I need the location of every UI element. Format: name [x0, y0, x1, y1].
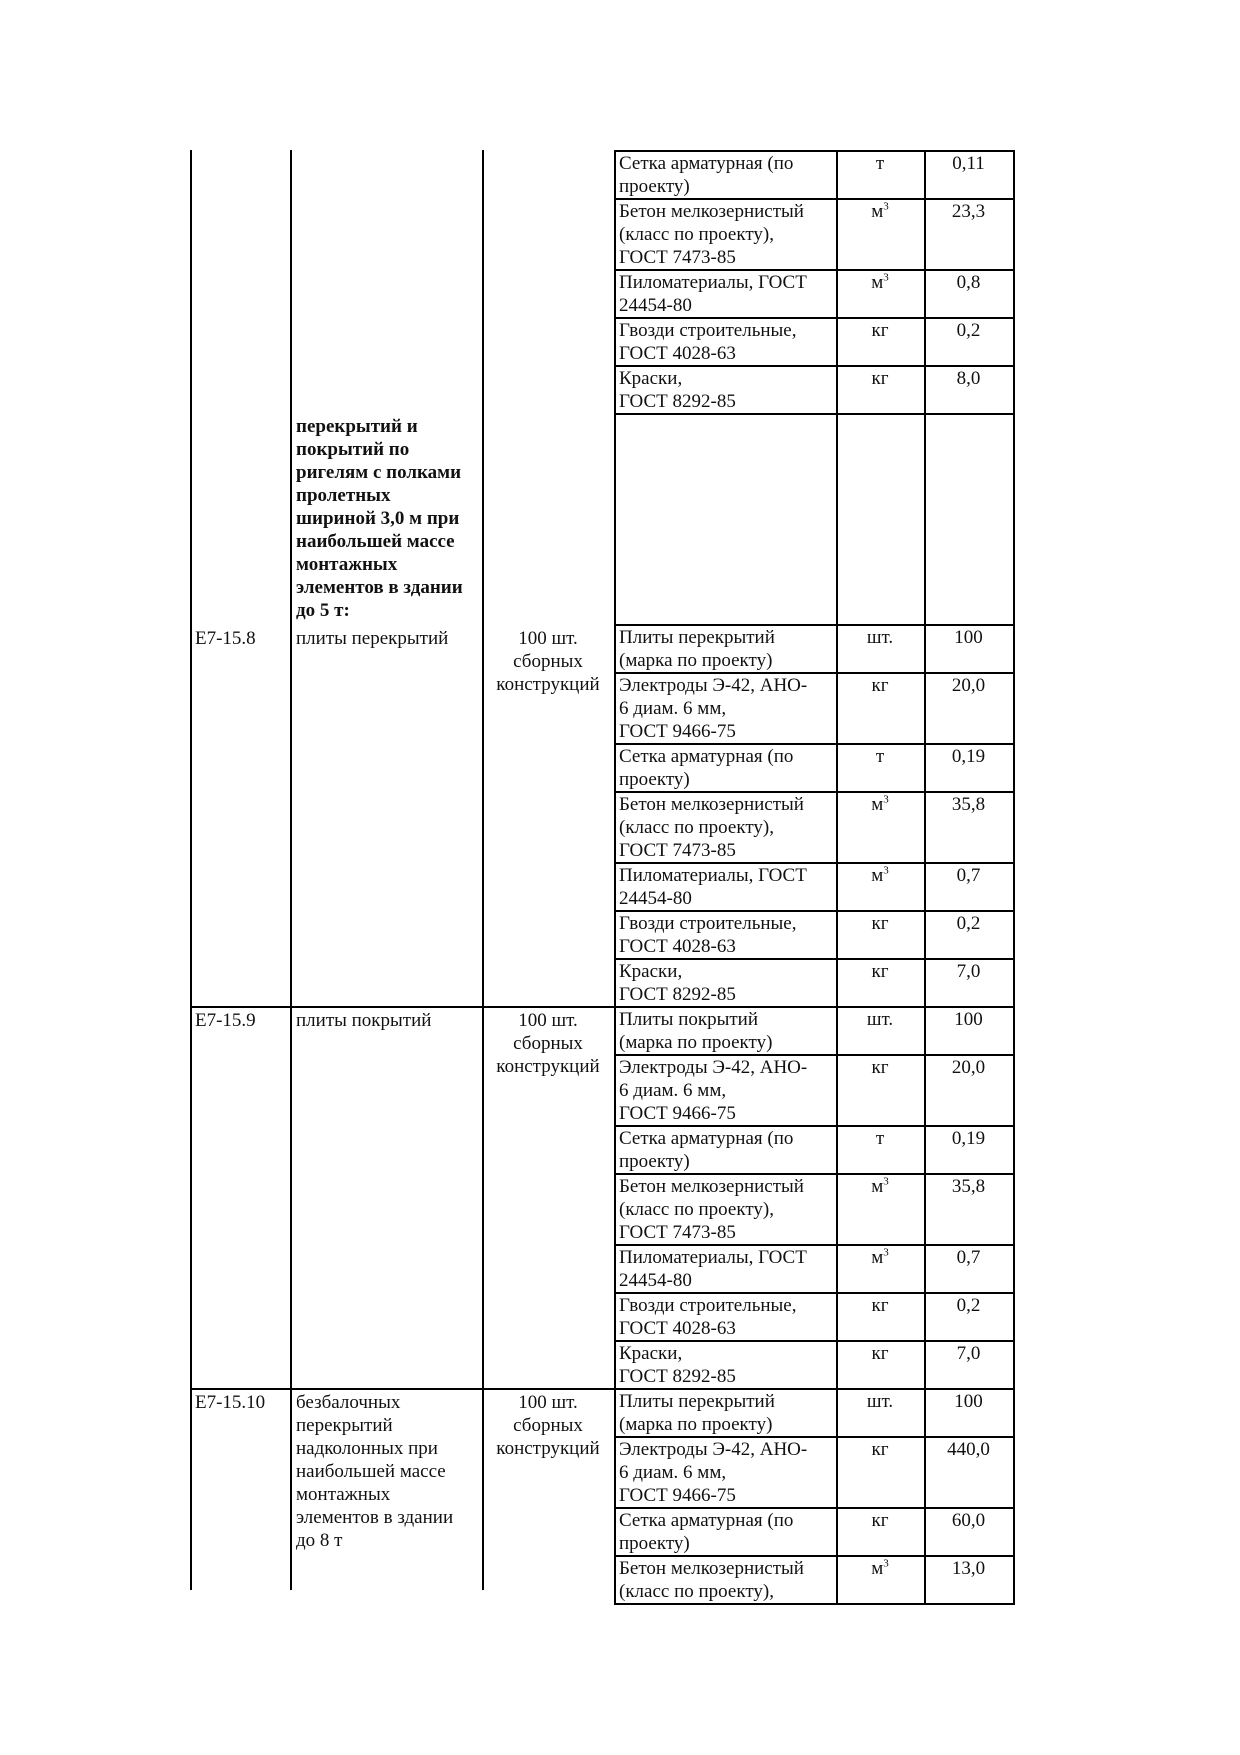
resource-name-line: Гвозди строительные,: [619, 1295, 797, 1316]
resource-unit: т: [875, 746, 885, 767]
work-title-line: безбалочных: [296, 1392, 401, 1413]
column-divider-resource: [614, 150, 616, 1605]
resource-name-line: 24454-80: [619, 295, 692, 316]
resource-name-line: (марка по проекту): [619, 1414, 773, 1435]
resource-quantity: 100: [954, 1391, 983, 1412]
resource-unit: $м^3$: [871, 1246, 889, 1268]
resource-quantity: 7,0: [956, 961, 981, 982]
resource-unit: шт.: [866, 1391, 894, 1412]
section-heading-line: ригелям с полками: [296, 462, 462, 483]
resource-name-line: Гвозди строительные,: [619, 913, 797, 934]
resource-name-line: Сетка арматурная (по: [619, 153, 794, 174]
resource-unit: $м^3$: [871, 1557, 889, 1579]
column-divider-title: [482, 150, 484, 1590]
work-title-line: наибольшей массе: [296, 1461, 446, 1482]
resource-name-line: 6 диам. 6 мм,: [619, 1080, 727, 1101]
resource-name-line: Пиломатериалы, ГОСТ: [619, 865, 807, 886]
resource-name-line: Бетон мелкозернистый: [619, 1176, 804, 1197]
resource-name-line: 6 диам. 6 мм,: [619, 698, 727, 719]
resource-name-line: Плиты перекрытий: [619, 1391, 775, 1412]
resource-name-line: ГОСТ 4028-63: [619, 1318, 736, 1339]
resource-name-line: (класс по проекту),: [619, 224, 774, 245]
resource-name-line: Гвозди строительные,: [619, 320, 797, 341]
column-divider-unit: [836, 150, 838, 1605]
resource-quantity: 0,7: [956, 1247, 981, 1268]
resource-name-line: 24454-80: [619, 1270, 692, 1291]
resource-quantity: 0,11: [952, 153, 985, 174]
section-heading-line: монтажных: [296, 554, 398, 575]
unit-superscript: 3: [883, 1246, 889, 1259]
column-divider-quantity: [924, 150, 926, 1605]
row-border: [614, 1603, 1013, 1605]
resource-unit: шт.: [866, 627, 894, 648]
resource-quantity: 23,3: [951, 201, 986, 222]
resource-unit: кг: [871, 1510, 889, 1531]
measure-unit-line: конструкций: [496, 1056, 600, 1077]
work-title-line: монтажных: [296, 1484, 391, 1505]
rate-code: Е7-15.9: [195, 1010, 256, 1031]
resource-quantity: 35,8: [951, 794, 986, 815]
resource-name-line: Электроды Э-42, АНО-: [619, 675, 808, 696]
resource-unit: кг: [871, 320, 889, 341]
resource-quantity: 440,0: [947, 1439, 990, 1460]
measure-unit-line: сборных: [513, 1033, 583, 1054]
resource-name-line: Краски,: [619, 368, 683, 389]
measure-unit-line: 100 шт.: [518, 628, 578, 649]
resource-name-line: ГОСТ 8292-85: [619, 391, 736, 412]
work-title: плиты покрытий: [296, 1010, 432, 1031]
measure-unit-line: 100 шт.: [518, 1392, 578, 1413]
resource-name-line: Краски,: [619, 1343, 683, 1364]
resource-name-line: ГОСТ 7473-85: [619, 247, 736, 268]
resource-unit: кг: [871, 1343, 889, 1364]
resource-unit: $м^3$: [871, 200, 889, 222]
resource-name-line: Бетон мелкозернистый: [619, 201, 804, 222]
resource-quantity: 0,19: [951, 1128, 986, 1149]
resource-name-line: Бетон мелкозернистый: [619, 1558, 804, 1579]
resource-unit: $м^3$: [871, 1175, 889, 1197]
resource-quantity: 7,0: [956, 1343, 981, 1364]
unit-superscript: 3: [883, 1557, 889, 1570]
unit-superscript: 3: [883, 1175, 889, 1188]
resource-unit: кг: [871, 1295, 889, 1316]
resource-quantity: 100: [954, 1009, 983, 1030]
resource-quantity: 0,7: [956, 865, 981, 886]
section-heading-line: покрытий по: [296, 439, 410, 460]
resource-quantity: 13,0: [951, 1558, 986, 1579]
measure-unit-line: конструкций: [496, 674, 600, 695]
table-border-left: [190, 150, 192, 1590]
resource-name-line: проекту): [619, 176, 690, 197]
resource-unit: т: [875, 1128, 885, 1149]
resource-unit: т: [875, 153, 885, 174]
unit-superscript: 3: [883, 200, 889, 213]
resource-name-line: ГОСТ 7473-85: [619, 840, 736, 861]
resource-name-line: 6 диам. 6 мм,: [619, 1462, 727, 1483]
table-border-right: [1013, 150, 1015, 1605]
resource-quantity: 0,2: [956, 913, 981, 934]
resource-unit: кг: [871, 368, 889, 389]
resource-name-line: проекту): [619, 1151, 690, 1172]
resource-quantity: 35,8: [951, 1176, 986, 1197]
unit-superscript: 3: [883, 271, 889, 284]
resource-name-line: Пиломатериалы, ГОСТ: [619, 1247, 807, 1268]
resource-unit: $м^3$: [871, 793, 889, 815]
resource-name-line: 24454-80: [619, 888, 692, 909]
section-border: [190, 1388, 614, 1390]
work-title-line: надколонных при: [296, 1438, 438, 1459]
section-heading-line: до 5 т:: [296, 600, 350, 621]
row-border: [614, 413, 1013, 415]
resource-unit: кг: [871, 675, 889, 696]
resource-quantity: 0,19: [951, 746, 986, 767]
section-heading-line: шириной 3,0 м при: [296, 508, 460, 529]
measure-unit-line: конструкций: [496, 1438, 600, 1459]
resource-unit: кг: [871, 1057, 889, 1078]
work-title: плиты перекрытий: [296, 628, 449, 649]
resource-unit: $м^3$: [871, 271, 889, 293]
resource-quantity: 8,0: [956, 368, 981, 389]
resource-name-line: Бетон мелкозернистый: [619, 794, 804, 815]
section-border: [190, 1006, 614, 1008]
resource-quantity: 0,2: [956, 1295, 981, 1316]
resource-name-line: Электроды Э-42, АНО-: [619, 1057, 808, 1078]
resource-name-line: Сетка арматурная (по: [619, 746, 794, 767]
resource-unit: $м^3$: [871, 864, 889, 886]
resource-name-line: ГОСТ 4028-63: [619, 343, 736, 364]
resource-quantity: 60,0: [951, 1510, 986, 1531]
resource-name-line: ГОСТ 7473-85: [619, 1222, 736, 1243]
resource-name-line: (класс по проекту),: [619, 1581, 774, 1602]
section-heading-line: наибольшей массе: [296, 531, 455, 552]
resource-name-line: Краски,: [619, 961, 683, 982]
section-heading-line: перекрытий и: [296, 416, 418, 437]
unit-superscript: 3: [883, 793, 889, 806]
work-title-line: перекрытий: [296, 1415, 393, 1436]
resource-name-line: проекту): [619, 769, 690, 790]
resource-name-line: Сетка арматурная (по: [619, 1128, 794, 1149]
resource-name-line: (класс по проекту),: [619, 1199, 774, 1220]
resource-quantity: 100: [954, 627, 983, 648]
resource-name-line: (марка по проекту): [619, 650, 773, 671]
resource-quantity: 20,0: [951, 1057, 986, 1078]
resource-name-line: Плиты перекрытий: [619, 627, 775, 648]
resource-name-line: ГОСТ 8292-85: [619, 1366, 736, 1387]
resource-quantity: 0,8: [956, 272, 981, 293]
measure-unit-line: сборных: [513, 1415, 583, 1436]
resource-name-line: ГОСТ 8292-85: [619, 984, 736, 1005]
resource-name-line: ГОСТ 9466-75: [619, 1103, 736, 1124]
resource-name-line: ГОСТ 4028-63: [619, 936, 736, 957]
rate-code: Е7-15.10: [195, 1392, 266, 1413]
resource-name-line: Пиломатериалы, ГОСТ: [619, 272, 807, 293]
resource-quantity: 20,0: [951, 675, 986, 696]
unit-superscript: 3: [883, 864, 889, 877]
resource-unit: кг: [871, 961, 889, 982]
measure-unit-line: сборных: [513, 651, 583, 672]
work-title-line: до 8 т: [296, 1530, 343, 1551]
resource-name-line: Сетка арматурная (по: [619, 1510, 794, 1531]
resource-name-line: ГОСТ 9466-75: [619, 721, 736, 742]
resource-name-line: проекту): [619, 1533, 690, 1554]
resource-name-line: Плиты покрытий: [619, 1009, 758, 1030]
resource-name-line: Электроды Э-42, АНО-: [619, 1439, 808, 1460]
rate-code: Е7-15.8: [195, 628, 256, 649]
resource-unit: кг: [871, 1439, 889, 1460]
resource-name-line: ГОСТ 9466-75: [619, 1485, 736, 1506]
resource-quantity: 0,2: [956, 320, 981, 341]
resource-name-line: (марка по проекту): [619, 1032, 773, 1053]
resource-name-line: (класс по проекту),: [619, 817, 774, 838]
section-heading-line: элементов в здании: [296, 577, 463, 598]
column-divider-code: [290, 150, 292, 1590]
section-heading-line: пролетных: [296, 485, 391, 506]
work-title-line: элементов в здании: [296, 1507, 454, 1528]
measure-unit-line: 100 шт.: [518, 1010, 578, 1031]
resource-unit: шт.: [866, 1009, 894, 1030]
resource-unit: кг: [871, 913, 889, 934]
